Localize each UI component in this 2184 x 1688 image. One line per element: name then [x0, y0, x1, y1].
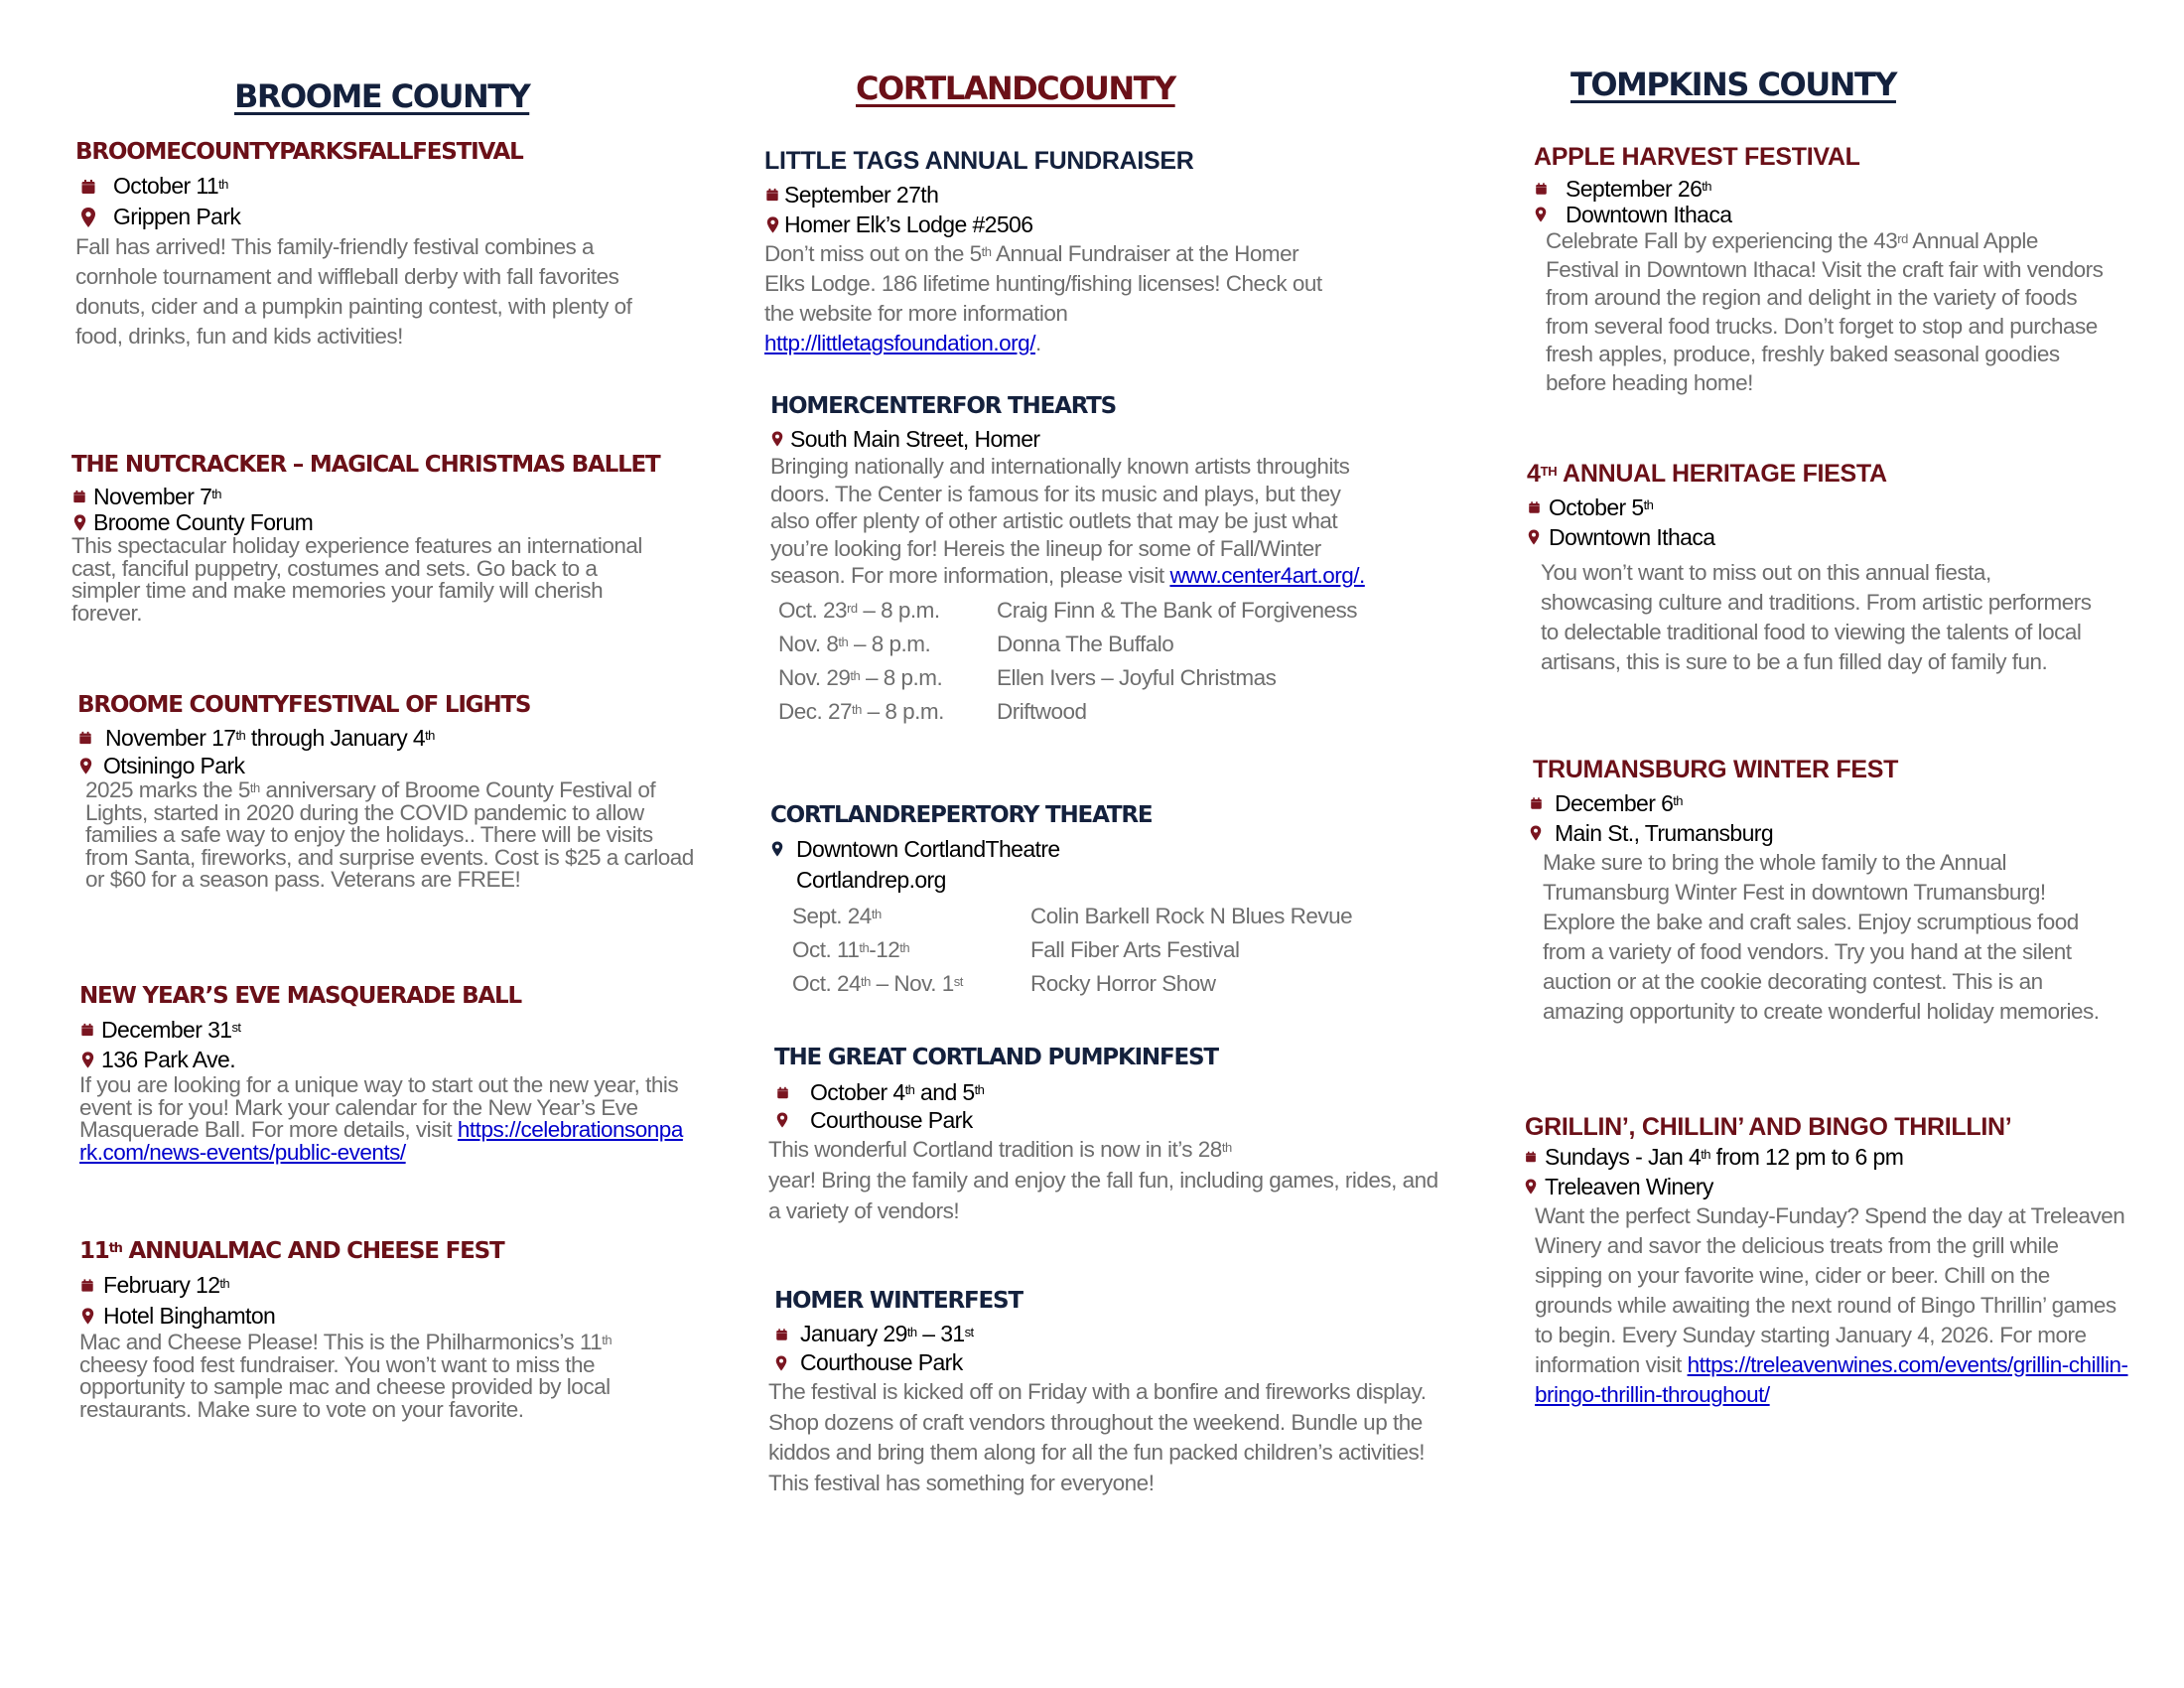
event-date [1525, 1142, 2180, 1172]
event-location [1529, 818, 2164, 848]
event-title: 4TH ANNUAL HERITAGE FIESTA [1527, 460, 1887, 488]
event-location-text: Treleaven Winery [1545, 1174, 1713, 1199]
schedule-act: Fall Fiber Arts Festival [1030, 937, 1240, 962]
schedule-date: Sept. 24th [792, 904, 882, 928]
event-date [77, 724, 713, 752]
event-title: TRUMANSBURG WINTER FEST [1533, 756, 1899, 783]
event-homer-center-for-the-arts [770, 391, 1445, 729]
calendar-icon [77, 730, 93, 746]
event-apple-harvest-festival [1534, 142, 2169, 397]
schedule-date: Nov. 29th – 8 p.m. [778, 664, 943, 690]
event-location [774, 1348, 1449, 1377]
event-nutcracker [71, 450, 707, 625]
event-title: LITTLE TAGS ANNUAL FUNDRAISER [764, 147, 1194, 175]
event-little-tags-fundraiser [764, 146, 1400, 358]
event-website [796, 864, 1445, 896]
treleaven-link[interactable]: https://treleavenwines.com/events/grillin-chillin-bringo-thrillin-throughout/ [1535, 1352, 2128, 1407]
event-website-text: Cortlandrep.org [796, 867, 946, 893]
event-location [764, 210, 1400, 239]
event-homer-winterfest [768, 1286, 1449, 1498]
tompkins-county-heading: TOMPKINS COUNTY [1570, 66, 1896, 103]
map-pin-icon [1525, 1179, 1537, 1195]
little-tags-link[interactable]: http://littletagsfoundation.org/ [764, 331, 1035, 355]
map-pin-icon [1527, 529, 1541, 545]
event-date-text: February 12th [103, 1272, 230, 1298]
schedule-act: Donna The Buffalo [997, 631, 1174, 656]
calendar-icon [1527, 500, 1541, 514]
event-title: BROOME COUNTYFESTIVAL OF LIGHTS [77, 692, 531, 718]
event-description: Want the perfect Sunday-Funday? Spend the day at Treleaven Winery and savor the delicious treats from the grill while sipping on your favorite wine, cider or beer. Chill on the grounds while awaiting the next round of Bingo Thrillin’ games to begin. Every Sunday starting January 4, 2026. For more information visit https://treleavenwines.com/events/grillin-chillin-bringo-thrillin-throughout/ [1535, 1203, 2128, 1407]
event-location [1525, 1172, 2180, 1201]
schedule-act: Driftwood [997, 698, 1087, 724]
event-date-text: November 17th through January 4th [105, 725, 435, 751]
schedule-act: Ellen Ivers – Joyful Christmas [997, 664, 1277, 690]
event-title: THE GREAT CORTLAND PUMPKINFEST [774, 1045, 1218, 1070]
event-title: HOMERCENTERFOR THEARTS [770, 393, 1117, 419]
event-location-text: 136 Park Ave. [101, 1047, 235, 1072]
event-description: Celebrate Fall by experiencing the 43rd Annual Apple Festival in Downtown Ithaca! Visit the craft fair with vendors from around the region and delight in the variety of foods from several food trucks. Don’t forget to stop and purchase fresh apples, produce, freshly baked seasonal goodies before heading home! [1546, 228, 2104, 395]
event-description: This spectacular holiday experience features an international cast, fanciful puppetry, costumes and sets. Go back to a simpler time and make memories your family will cherish forever. [71, 533, 642, 626]
event-location [79, 1045, 715, 1074]
schedule-date: Oct. 24th – Nov. 1st [792, 971, 963, 996]
event-location [774, 1106, 1449, 1134]
event-date [79, 1270, 715, 1301]
map-pin-icon [764, 216, 780, 233]
event-date-text: October 5th [1549, 494, 1654, 520]
event-location-text: Downtown CortlandTheatre [796, 836, 1060, 862]
event-location-text: Otsiningo Park [103, 753, 245, 778]
event-description: Mac and Cheese Please! This is the Philharmonics’s 11th cheesy food fest fundraiser. You won’t want to miss the opportunity to sample mac and cheese provided by local restaurants. Make sure to vote on your favorite. [79, 1330, 613, 1422]
event-date-text: October 11th [113, 173, 228, 199]
event-description: If you are looking for a unique way to start out the new year, this event is for you! Mark your calendar for the New Year’s Eve Masquerade Ball. For more details, visit https://celebrationsonpark.com/news-events/public-events/ [79, 1072, 683, 1165]
event-location-text: Courthouse Park [800, 1349, 963, 1375]
event-date-text: Sundays - Jan 4th from 12 pm to 6 pm [1545, 1144, 1904, 1170]
event-description: Don’t miss out on the 5th Annual Fundraiser at the Homer Elks Lodge. 186 lifetime hunting/fishing licenses! Check out the website for more information http://littletagsfoundation.org/. [764, 241, 1322, 355]
event-date [1527, 492, 2162, 522]
schedule-date: Nov. 8th – 8 p.m. [778, 631, 931, 656]
event-location [1534, 202, 2169, 227]
calendar-icon [1534, 182, 1548, 196]
event-cortland-repertory-theatre [770, 800, 1445, 1001]
event-date [1529, 788, 2164, 818]
map-pin-icon [77, 758, 93, 774]
calendar-icon [774, 1328, 788, 1341]
event-title: 11th ANNUALMAC AND CHEESE FEST [79, 1238, 504, 1264]
event-broome-parks-fall-festival [75, 137, 691, 352]
event-date [764, 180, 1400, 210]
event-description: 2025 marks the 5th anniversary of Broome County Festival of Lights, started in 2020 during the COVID pandemic to allow families a safe way to enjoy the holidays.. There will be visits from Santa, fireworks, and surprise events. Cost is $25 a carload or $60 for a season pass. Veterans are FREE! [85, 777, 694, 892]
event-location-text: Grippen Park [113, 204, 241, 229]
event-trumansburg-winter-fest [1529, 755, 2164, 1027]
event-title: NEW YEAR’S EVE MASQUERADE BALL [79, 983, 521, 1009]
calendar-icon [1525, 1150, 1537, 1164]
event-location [1527, 522, 2162, 552]
schedule-act: Colin Barkell Rock N Blues Revue [1030, 904, 1353, 928]
event-description: Bringing nationally and internationally known artists throughits doors. The Center is famous for its music and plays, but they also offer plenty of other artistic outlets that may be just what you’re looking for! Hereis the lineup for some of Fall/Winter season. For more information, please visit www.center4art.org/. [770, 454, 1365, 588]
masquerade-link[interactable]: https://celebrationsonpark.com/news-events/public-events/ [79, 1117, 683, 1165]
event-title: CORTLANDREPERTORY THEATRE [770, 802, 1153, 828]
event-grillin-chillin-bingo [1525, 1112, 2180, 1410]
event-title: THE NUTCRACKER – MAGICAL CHRISTMAS BALLET [71, 452, 660, 478]
center4art-link[interactable]: www.center4art.org/. [1169, 563, 1365, 588]
broome-county-heading: BROOME COUNTY [234, 77, 530, 115]
event-location [770, 425, 1445, 453]
cortland-county-heading: CORTLANDCOUNTY [856, 70, 1175, 107]
calendar-icon [77, 179, 99, 195]
map-pin-icon [79, 1308, 95, 1325]
schedule-date: Oct. 11th-12th [792, 937, 910, 962]
event-location [77, 752, 713, 779]
event-description: This wonderful Cortland tradition is now in it’s 28th year! Bring the family and enjoy the fall fun, including games, rides, and a variety of vendors! [768, 1137, 1438, 1223]
event-location-text: Main St., Trumansburg [1555, 820, 1774, 846]
event-date-text: November 7th [93, 484, 221, 509]
event-location [77, 202, 691, 232]
event-description: Fall has arrived! This family-friendly festival combines a cornhole tournament and wiffleball derby with fall favorites donuts, cider and a pumpkin painting contest, with plenty of food, drinks, fun and kids activities! [75, 234, 632, 349]
event-location-text: South Main Street, Homer [790, 426, 1040, 452]
event-description: You won’t want to miss out on this annual fiesta, showcasing culture and traditions. From artistic performers to delectable traditional food to viewing the talents of local artisans, this is sure to be a fun filled day of family fun. [1541, 560, 2092, 674]
arts-schedule [778, 594, 1445, 729]
calendar-icon [79, 1023, 95, 1037]
map-pin-icon [770, 841, 784, 857]
event-festival-of-lights [77, 690, 713, 892]
event-date-text: September 27th [784, 182, 939, 208]
map-pin-icon [774, 1112, 790, 1128]
schedule-date: Oct. 23rd – 8 p.m. [778, 597, 940, 623]
event-date-text: January 29th – 31st [800, 1321, 974, 1346]
calendar-icon [71, 490, 87, 503]
calendar-icon [79, 1278, 95, 1293]
event-location-text: Downtown Ithaca [1549, 524, 1715, 550]
calendar-icon [764, 188, 780, 202]
event-location-text: Hotel Binghamton [103, 1303, 276, 1329]
event-location-text: Broome County Forum [93, 509, 314, 535]
map-pin-icon [1529, 825, 1543, 841]
map-pin-icon [71, 514, 87, 531]
event-masquerade-ball [79, 981, 715, 1164]
event-location-text: Homer Elk’s Lodge #2506 [784, 211, 1033, 237]
event-title: HOMER WINTERFEST [774, 1288, 1023, 1314]
event-date [71, 484, 707, 509]
event-title: APPLE HARVEST FESTIVAL [1534, 143, 1860, 171]
map-pin-icon [77, 208, 99, 227]
schedule-date: Dec. 27th – 8 p.m. [778, 698, 944, 724]
event-date [774, 1078, 1449, 1106]
event-mac-and-cheese-fest [79, 1236, 715, 1421]
calendar-icon [1529, 796, 1543, 810]
event-title: GRILLIN’, CHILLIN’ AND BINGO THRILLIN’ [1525, 1113, 2012, 1141]
event-date-text: September 26th [1566, 176, 1711, 202]
event-great-cortland-pumpkinfest [768, 1043, 1449, 1226]
event-heritage-fiesta [1527, 459, 2162, 677]
event-date [1534, 176, 2169, 202]
event-date [79, 1015, 715, 1045]
event-description: Make sure to bring the whole family to the Annual Trumansburg Winter Fest in downtown Trumansburg! Explore the bake and craft sales. Enjoy scrumptious food from a variety of food vendors. Try you hand at the silent auction or at the cookie decorating contest. This is an amazing opportunity to create wonderful holiday memories. [1543, 850, 2100, 1024]
map-pin-icon [770, 431, 784, 447]
event-title: BROOMECOUNTYPARKSFALLFESTIVAL [75, 139, 523, 165]
event-date-text: December 31st [101, 1017, 241, 1043]
event-location [770, 834, 1445, 864]
event-description: The festival is kicked off on Friday with a bonfire and fireworks display. Shop dozens of craft vendors throughout the weekend. Bundle up the kiddos and bring them along for all the fun packed children’s activities! This festival has something for everyone! [768, 1379, 1427, 1495]
schedule-act: Craig Finn & The Bank of Forgiveness [997, 597, 1358, 623]
event-location [71, 509, 707, 535]
theatre-schedule [792, 900, 1445, 1001]
event-date [774, 1320, 1449, 1348]
map-pin-icon [1534, 207, 1548, 222]
event-location-text: Courthouse Park [810, 1107, 973, 1133]
event-location-text: Downtown Ithaca [1566, 202, 1732, 227]
calendar-icon [774, 1085, 790, 1100]
event-date-text: December 6th [1555, 790, 1683, 816]
event-date-text: October 4th and 5th [810, 1079, 985, 1105]
map-pin-icon [774, 1355, 788, 1371]
schedule-act: Rocky Horror Show [1030, 971, 1216, 996]
event-location [79, 1301, 715, 1332]
event-date [77, 171, 691, 202]
map-pin-icon [79, 1052, 95, 1068]
